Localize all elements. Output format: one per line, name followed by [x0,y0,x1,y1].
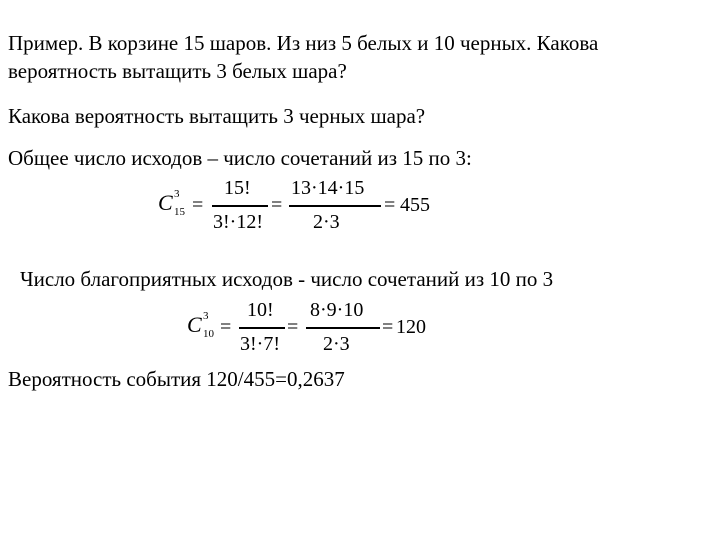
fraction-2-bar [289,205,381,207]
equals-sign: = [287,316,299,338]
fraction-1-bar [239,327,285,329]
fraction-2-bar [306,327,380,329]
combination-superscript: 3 [174,188,180,200]
formula-total-combinations [158,176,448,238]
formula-result: 120 [396,316,426,338]
favorable-outcomes-text: Число благоприятных исходов - число сочетаний из 10 по 3 [20,267,554,291]
probability-result-text: Вероятность события 120/455=0,2637 [8,367,345,391]
question-black-balls: Какова вероятность вытащить 3 черных шара? [8,104,426,128]
example-line-1: Пример. В корзине 15 шаров. Из низ 5 белых и 10 черных. Какова [8,31,599,55]
example-line-2: вероятность вытащить 3 белых шара? [8,59,347,83]
combination-subscript: 15 [174,206,185,218]
fraction-1-denominator: 3!·12! [213,211,263,233]
formula-result: 455 [400,194,430,216]
combination-superscript: 3 [203,310,209,322]
fraction-2-denominator: 2·3 [323,333,350,355]
fraction-1-numerator: 15! [224,177,251,199]
equals-sign: = [271,194,283,216]
fraction-2-numerator: 8·9·10 [310,299,364,321]
combination-subscript: 10 [203,328,214,340]
equals-sign: = [192,194,204,216]
formula-favorable-combinations [187,298,447,360]
combination-symbol: C [187,312,202,337]
fraction-1-numerator: 10! [247,299,274,321]
equals-sign: = [384,194,396,216]
fraction-2-numerator: 13·14·15 [291,177,365,199]
total-outcomes-text: Общее число исходов – число сочетаний из 15 по 3: [8,146,472,170]
combination-symbol: C [158,190,173,215]
equals-sign: = [382,316,394,338]
fraction-1-denominator: 3!·7! [240,333,280,355]
fraction-2-denominator: 2·3 [313,211,340,233]
fraction-1-bar [212,205,268,207]
equals-sign: = [220,316,232,338]
